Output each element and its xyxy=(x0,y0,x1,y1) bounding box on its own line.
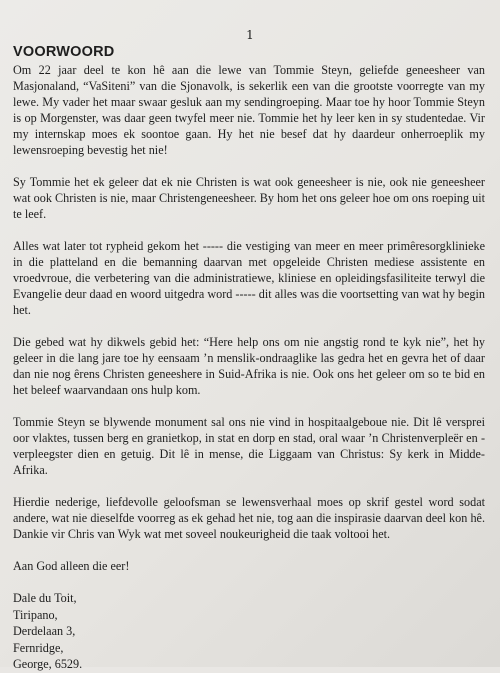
closing-line: Aan God alleen die eer! xyxy=(13,559,130,573)
paragraph-4: Die gebed wat hy dikwels gebid het: “Here help ons om nie angstig rond te kyk nie”, het hy geleer in die lang jare toe hy eensaam ’n menslik-ondraaglike las gedra het en gevra het of daar dan nie nog êrens Christen geneeshere in Suid-Afrika is nie. Ook ons het geleer om so te bid en het beleef waarvandaan ons hulp kom. xyxy=(13,335,485,397)
paragraph-5: Tommie Steyn se blywende monument sal ons nie vind in hospitaalgeboue nie. Dit lê versprei oor vlaktes, tussen berg en granietkop, in stat en dorp en stad, oral waar ’n Christenverpleër en -verpleegster dien en getuig. Dit lê in mense, die Liggaam van Christus: Sy kerk in Midde-Afrika. xyxy=(13,415,485,477)
section-title: VOORWOORD xyxy=(13,44,115,60)
paragraph-3: Alles wat later tot rypheid gekom het ----- die vestiging van meer en meer primêresorgklinieke in die platteland en die bemanning daarvan met opgeleide Christen mediese assistente en vroedvroue, die verbetering van die administratiewe, kliniese en opleidingsfasiliteite terwyl die Evangelie deur daad en woord uitgedra word ----- dit alles was die voortsetting van wat hy begin het. xyxy=(13,239,485,317)
signature-block xyxy=(13,590,485,673)
paragraph-6: Hierdie nederige, liefdevolle geloofsman se lewensverhaal moes op skrif gestel word sodat andere, wat nie dieselfde voorreg as ek gehad het nie, tog aan die inspirasie daarvan deel kon hê. Dankie vir Chris van Wyk wat met soveel noukeurigheid die taak voltooi het. xyxy=(13,495,485,541)
paragraph-2: Sy Tommie het ek geleer dat ek nie Christen is wat ook geneesheer is nie, ook nie geneesheer wat ook Christen is nie, maar Christengeneesheer. By hom het ons geleer hoe om ons roeping uit te leef. xyxy=(13,175,485,221)
address-line-2: Derdelaan 3, xyxy=(13,624,76,639)
address-line-4: George, 6529. xyxy=(13,657,83,672)
page-number: 1 xyxy=(246,28,254,42)
address-line-1: Tiripano, xyxy=(13,607,58,622)
page-content xyxy=(13,44,485,673)
paragraph-1: Om 22 jaar deel te kon hê aan die lewe van Tommie Steyn, geliefde geneesheer van Masjonaland, “VaSiteni” van die Sjonavolk, is sekerlik een van die grootste voorregte van my lewe. My vader het maar swaar gesluk aan my sendingroeping. Maar toe hy hoor Tommie Steyn is op Morgenster, was daar geen twyfel meer nie. Tommie het hy leer ken in sy studentedae. Vir my internskap moes ek soontoe gaan. Hy het nie besef dat hy daardeur onherroeplik my lewensroeping bevestig het nie! xyxy=(13,63,485,157)
address-line-3: Fernridge, xyxy=(13,640,64,655)
signature-name: Dale du Toit, xyxy=(13,591,77,605)
